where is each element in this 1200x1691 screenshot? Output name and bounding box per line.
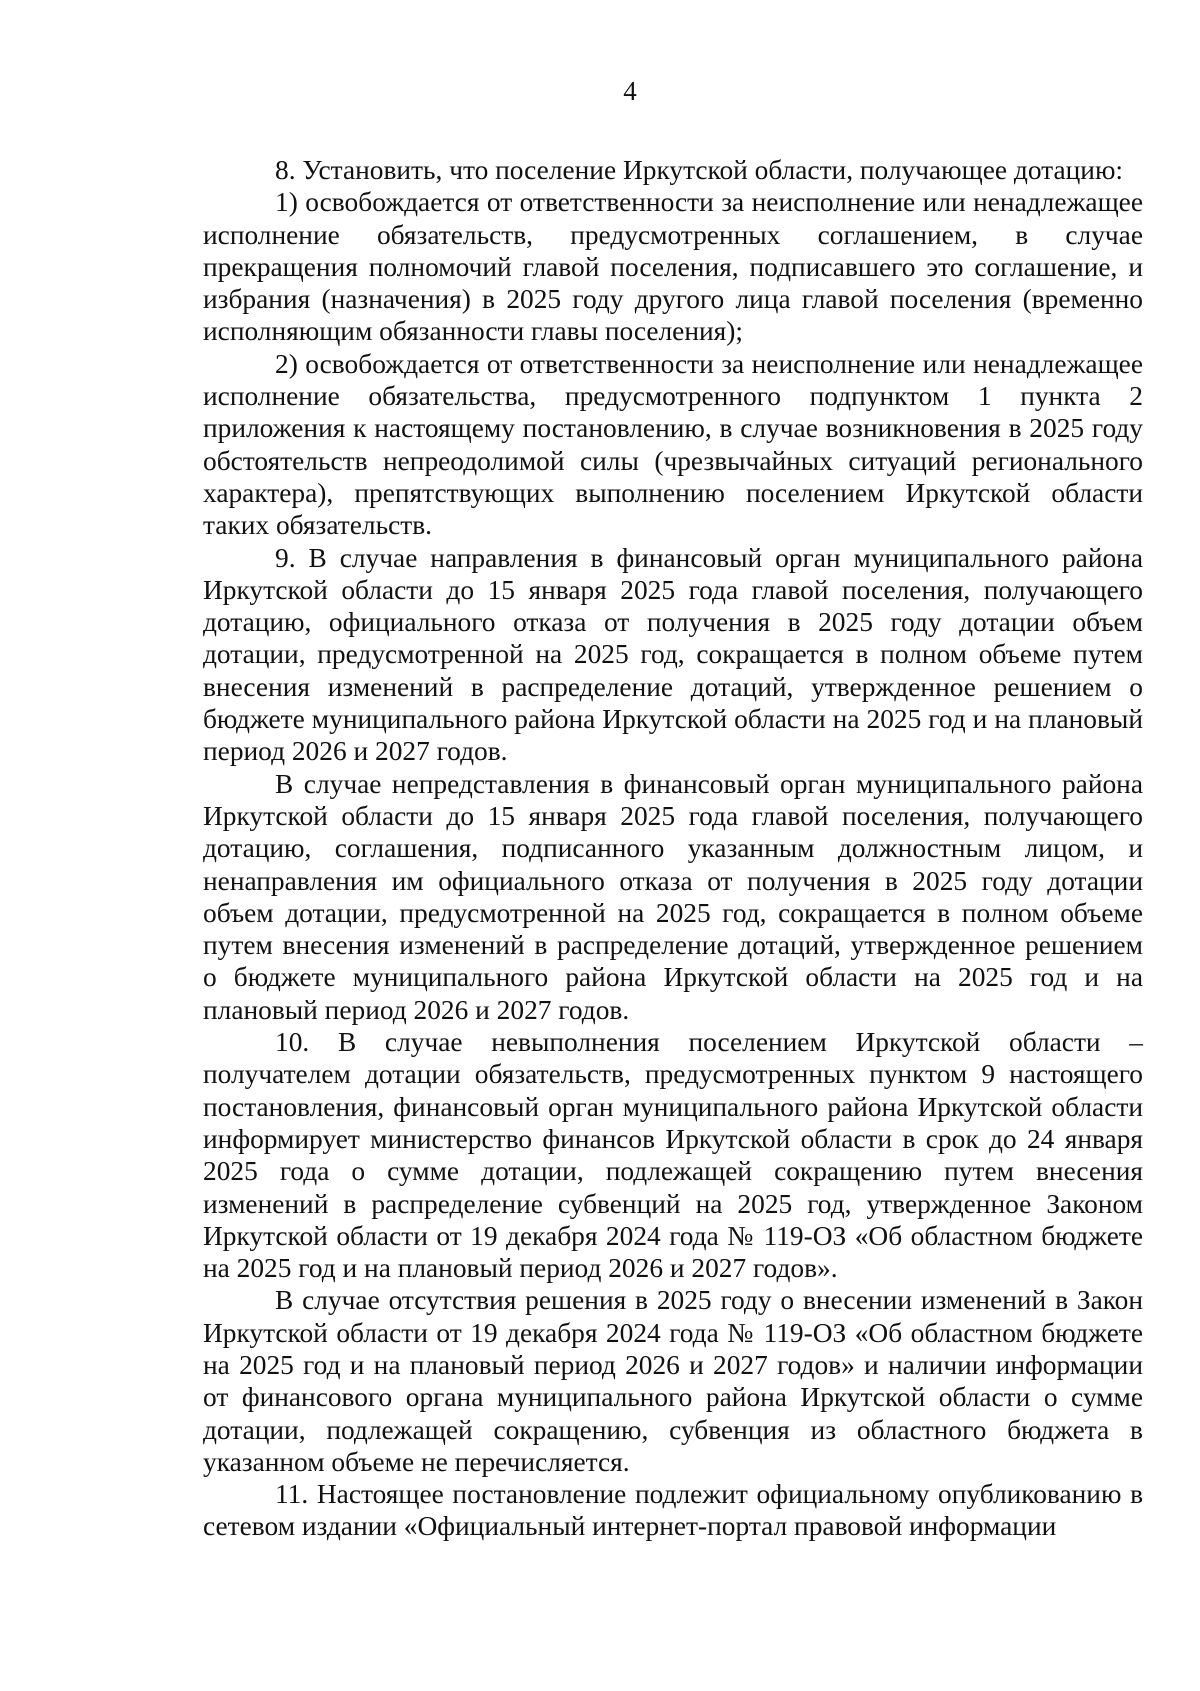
paragraph-item-10-continued: В случае отсутствия решения в 2025 году о внесении изменений в Закон Иркутской области от 19 декабря 2024 года № 119-ОЗ «Об областном бюджете на 2025 год и на плановый период 2026 и 2027 годов» и наличии информации от финансового органа муниципального района Иркутской области о сумме дотации, подлежащей сокращению, субвенция из областного бюджета в указанном объеме не перечисляется. bbox=[203, 1285, 1143, 1477]
paragraph-item-8: 8. Установить, что поселение Иркутской области, получающее дотацию: bbox=[275, 155, 1124, 185]
paragraph-item-9-continued: В случае непредставления в финансовый орган муниципального района Иркутской области до 15 января 2025 года главой поселения, получающего дотацию, соглашения, подписанного указанным должностным лицом, и ненаправления им официального отказа от получения в 2025 году дотации объем дотации, предусмотренной на 2025 год, сокращается в полном объеме путем внесения изменений в распределение дотаций, утвержденное решением о бюджете муниципального района Иркутской области на 2025 год и на плановый период 2026 и 2027 годов. bbox=[203, 768, 1143, 1025]
paragraph-item-10: 10. В случае невыполнения поселением Иркутской области – получателем дотации обязательств, предусмотренных пунктом 9 настоящего постановления, финансовый орган муниципального района Иркутской области информирует министерство финансов Иркутской области в срок до 24 января 2025 года о сумме дотации, подлежащей сокращению путем внесения изменений в распределение субвенций на 2025 год, утвержденное Законом Иркутской области от 19 декабря 2024 года № 119-ОЗ «Об областном бюджете на 2025 год и на плановый период 2026 и 2027 годов». bbox=[203, 1027, 1143, 1284]
page-number: 4 bbox=[623, 76, 637, 106]
paragraph-subitem-1: 1) освобождается от ответственности за неисполнение или ненадлежащее исполнение обязательств, предусмотренных соглашением, в случае прекращения полномочий главой поселения, подписавшего это соглашение, и избрания (назначения) в 2025 году другого лица главой поселения (временно исполняющим обязанности главы поселения); bbox=[203, 187, 1143, 347]
paragraph-item-9: 9. В случае направления в финансовый орган муниципального района Иркутской области до 15 января 2025 года главой поселения, получающего дотацию, официального отказа от получения в 2025 году дотации объем дотации, предусмотренной на 2025 год, сокращается в полном объеме путем внесения изменений в распределение дотаций, утвержденное решением о бюджете муниципального района Иркутской области на 2025 год и на плановый период 2026 и 2027 годов. bbox=[203, 542, 1143, 767]
document-body bbox=[203, 154, 1143, 1543]
paragraph-subitem-2: 2) освобождается от ответственности за неисполнение или ненадлежащее исполнение обязательства, предусмотренного подпунктом 1 пункта 2 приложения к настоящему постановлению, в случае возникновения в 2025 году обстоятельств непреодолимой силы (чрезвычайных ситуаций регионального характера), препятствующих выполнению поселением Иркутской области таких обязательств. bbox=[203, 348, 1143, 541]
paragraph-item-11: 11. Настоящее постановление подлежит официальному опубликованию в сетевом издании «Официальный интернет-портал правовой информации bbox=[203, 1479, 1143, 1542]
